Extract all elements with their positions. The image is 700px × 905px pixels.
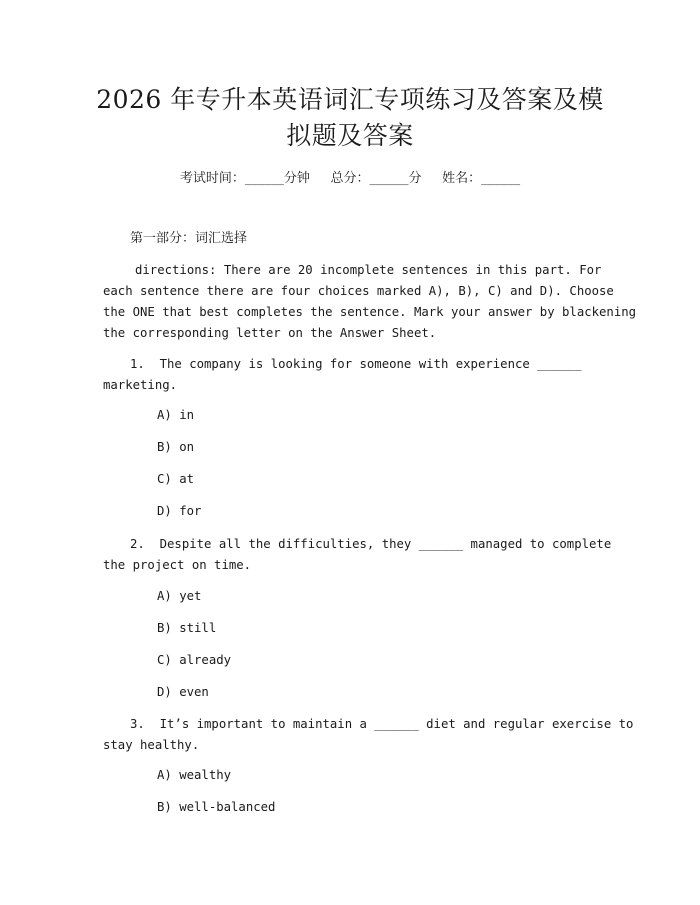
exam-info: 考试时间：______分钟 总分：______分 姓名：______ xyxy=(179,171,521,186)
question-2-option-b: B) still xyxy=(157,621,217,635)
question-1-option-b: B) on xyxy=(157,440,195,454)
question-2-line-1: 2. Despite all the difficulties, they ______ managed to complete xyxy=(130,537,612,551)
document-title-line-1: 2026 年专升本英语词汇专项练习及答案及模 xyxy=(96,85,604,114)
question-2-line-2: the project on time. xyxy=(103,558,252,572)
question-1-option-d: D) for xyxy=(157,504,202,518)
directions-line-4: the corresponding letter on the Answer Sheet. xyxy=(103,326,437,340)
directions-line-1: directions: There are 20 incomplete sentences in this part. For xyxy=(135,263,602,277)
question-1-line-1: 1. The company is looking for someone with experience ______ xyxy=(130,357,582,371)
document-title-line-2: 拟题及答案 xyxy=(286,121,414,150)
question-2-option-c: C) already xyxy=(157,653,232,667)
question-2-option-d: D) even xyxy=(157,685,209,699)
question-1-option-a: A) in xyxy=(157,408,195,422)
question-3-option-a: A) wealthy xyxy=(157,768,232,782)
question-3-line-2: stay healthy. xyxy=(103,738,200,752)
question-3-option-b: B) well-balanced xyxy=(157,800,276,814)
question-1-option-c: C) at xyxy=(157,472,195,486)
directions-line-2: each sentence there are four choices marked A), B), C) and D). Choose xyxy=(103,284,614,298)
directions-line-3: the ONE that best completes the sentence. Mark your answer by blackening xyxy=(103,305,637,319)
question-3-line-1: 3. It’s important to maintain a ______ diet and regular exercise to xyxy=(130,717,634,731)
question-1-line-2: marketing. xyxy=(103,378,178,392)
section-heading: 第一部分：词汇选择 xyxy=(130,231,248,246)
question-2-option-a: A) yet xyxy=(157,589,202,603)
